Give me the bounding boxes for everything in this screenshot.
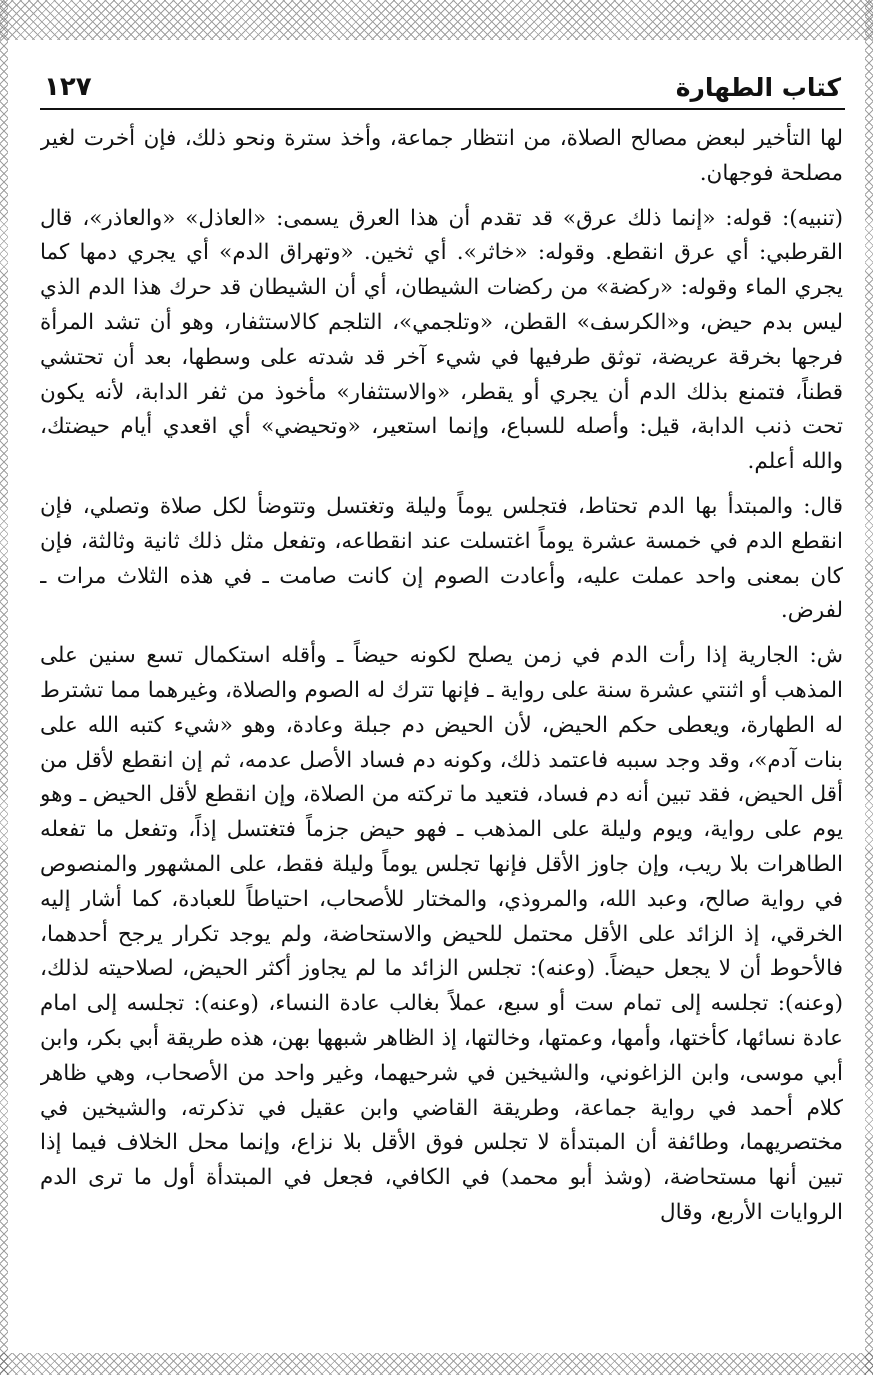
chapter-title: كتاب الطهارة	[675, 73, 841, 102]
running-header	[40, 58, 845, 110]
book-page	[40, 58, 845, 1348]
paragraph-1: لها التأخير لبعض مصالح الصلاة، من انتظار جماعة، وأخذ سترة ونحو ذلك، فإن أخرت لغير مصلحة فوجهان.	[40, 126, 843, 186]
page-number: ١٢٧	[44, 72, 92, 102]
paragraph-4: ش: الجارية إذا رأت الدم في زمن يصلح لكونه حيضاً ـ وأقله استكمال تسع سنين على المذهب أو اثنتي عشرة سنة على رواية ـ فإنها تترك له الصوم والصلاة، وغيرهما مما تشترط له الطهارة، ويعطى حكم الحيض، لأن الحيض دم جبلة وعادة، وهو «شيء كتبه الله على بنات آدم»، وقد وجد سببه فاعتمد ذلك، وكونه دم فساد الأصل عدمه، ثم إن انقطع لأقل من أقل الحيض، فقد تبين أنه دم فساد، فتعيد ما تركته من الصلاة، وإن انقطع لأقل الحيض ـ وهو يوم على رواية، ويوم وليلة على المذهب ـ فهو حيض جزماً فتغتسل إذاً، وتفعل ما تفعله الطاهرات بلا ريب، وإن جاوز الأقل فإنها تجلس يوماً وليلة فقط، على المشهور والمنصوص في رواية صالح، وعبد الله، والمروذي، والمختار للأصحاب، احتياطاً للعبادة، كما أشار إليه الخرقي، إذ الزائد على الأقل محتمل للحيض والاستحاضة، ولم يوجد تكرار يرجح أحدهما، فالأحوط أن لا يجعل حيضاً. (وعنه): تجلس الزائد ما لم يجاوز أكثر الحيض، لصلاحيته لذلك، (وعنه): تجلسه إلى تمام ست أو سبع، عملاً بغالب عادة النساء، (وعنه): تجلسه إلى امام عادة نسائها، كأختها، وأمها، وعمتها، وخالتها، إذ الظاهر شبهها بهن، هذه طريقة أبي بكر، وابن أبي موسى، وابن الزاغوني، والشيخين في شرحيهما، وغير واحد من الأصحاب، وهي ظاهر كلام أحمد في رواية جماعة، وطريقة القاضي وابن عقيل في تذكرته، والشيخين في مختصريهما، وطائفة أن المبتدأة لا تجلس فوق الأقل بلا نزاع، وإنما محل الخلاف فيما إذا تبين أنها مستحاضة، (وشذ أبو محمد) في الكافي، فجعل في المبتدأة أول ما ترى الدم الروايات الأربع، وقال	[40, 643, 843, 1225]
body-text	[40, 110, 845, 1231]
decorative-border-right	[865, 0, 873, 1375]
paragraph-2: (تنبيه): قوله: «إنما ذلك عرق» قد تقدم أن هذا العرق يسمى: «العاذل» «والعاذر»، قال القرطبي: أي عرق انقطع. وقوله: «خاثر». أي ثخين. «وتهراق الدم» أي يجري دمها كما يجري الماء وقوله: «ركضة» من ركضات الشيطان، أي أن الشيطان قد حرك هذا الدم الذي ليس بدم حيض، و«الكرسف» القطن، «وتلجمي»، التلجم كالاستثفار، وهو أن تشد المرأة فرجها بخرقة عريضة، توثق طرفيها في شيء آخر قد شدته على وسطها، بعد أن تحتشي قطناً، فتمنع بذلك الدم أن يجري أو يقطر، «والاستثفار» مأخوذ من ثفر الدابة، لأنه يكون تحت ذنب الدابة، قيل: وأصله للسباع، وإنما استعير، «وتحيضي» أي اقعدي أيام حيضتك، والله أعلم.	[40, 205, 843, 475]
paragraph-3: قال: والمبتدأ بها الدم تحتاط، فتجلس يوماً وليلة وتغتسل وتتوضأ لكل صلاة وتصلي، فإن انقطع الدم في خمسة عشرة يوماً اغتسلت عند انقطاعه، وتفعل مثل ذلك ثانية وثالثة، فإن كان بمعنى واحد عملت عليه، وأعادت الصوم إن كانت صامت ـ في هذه الثلاث مرات ـ لفرض.	[40, 493, 843, 624]
decorative-border-bottom	[0, 1353, 873, 1375]
decorative-border-top	[0, 0, 873, 40]
decorative-border-left	[0, 0, 8, 1375]
